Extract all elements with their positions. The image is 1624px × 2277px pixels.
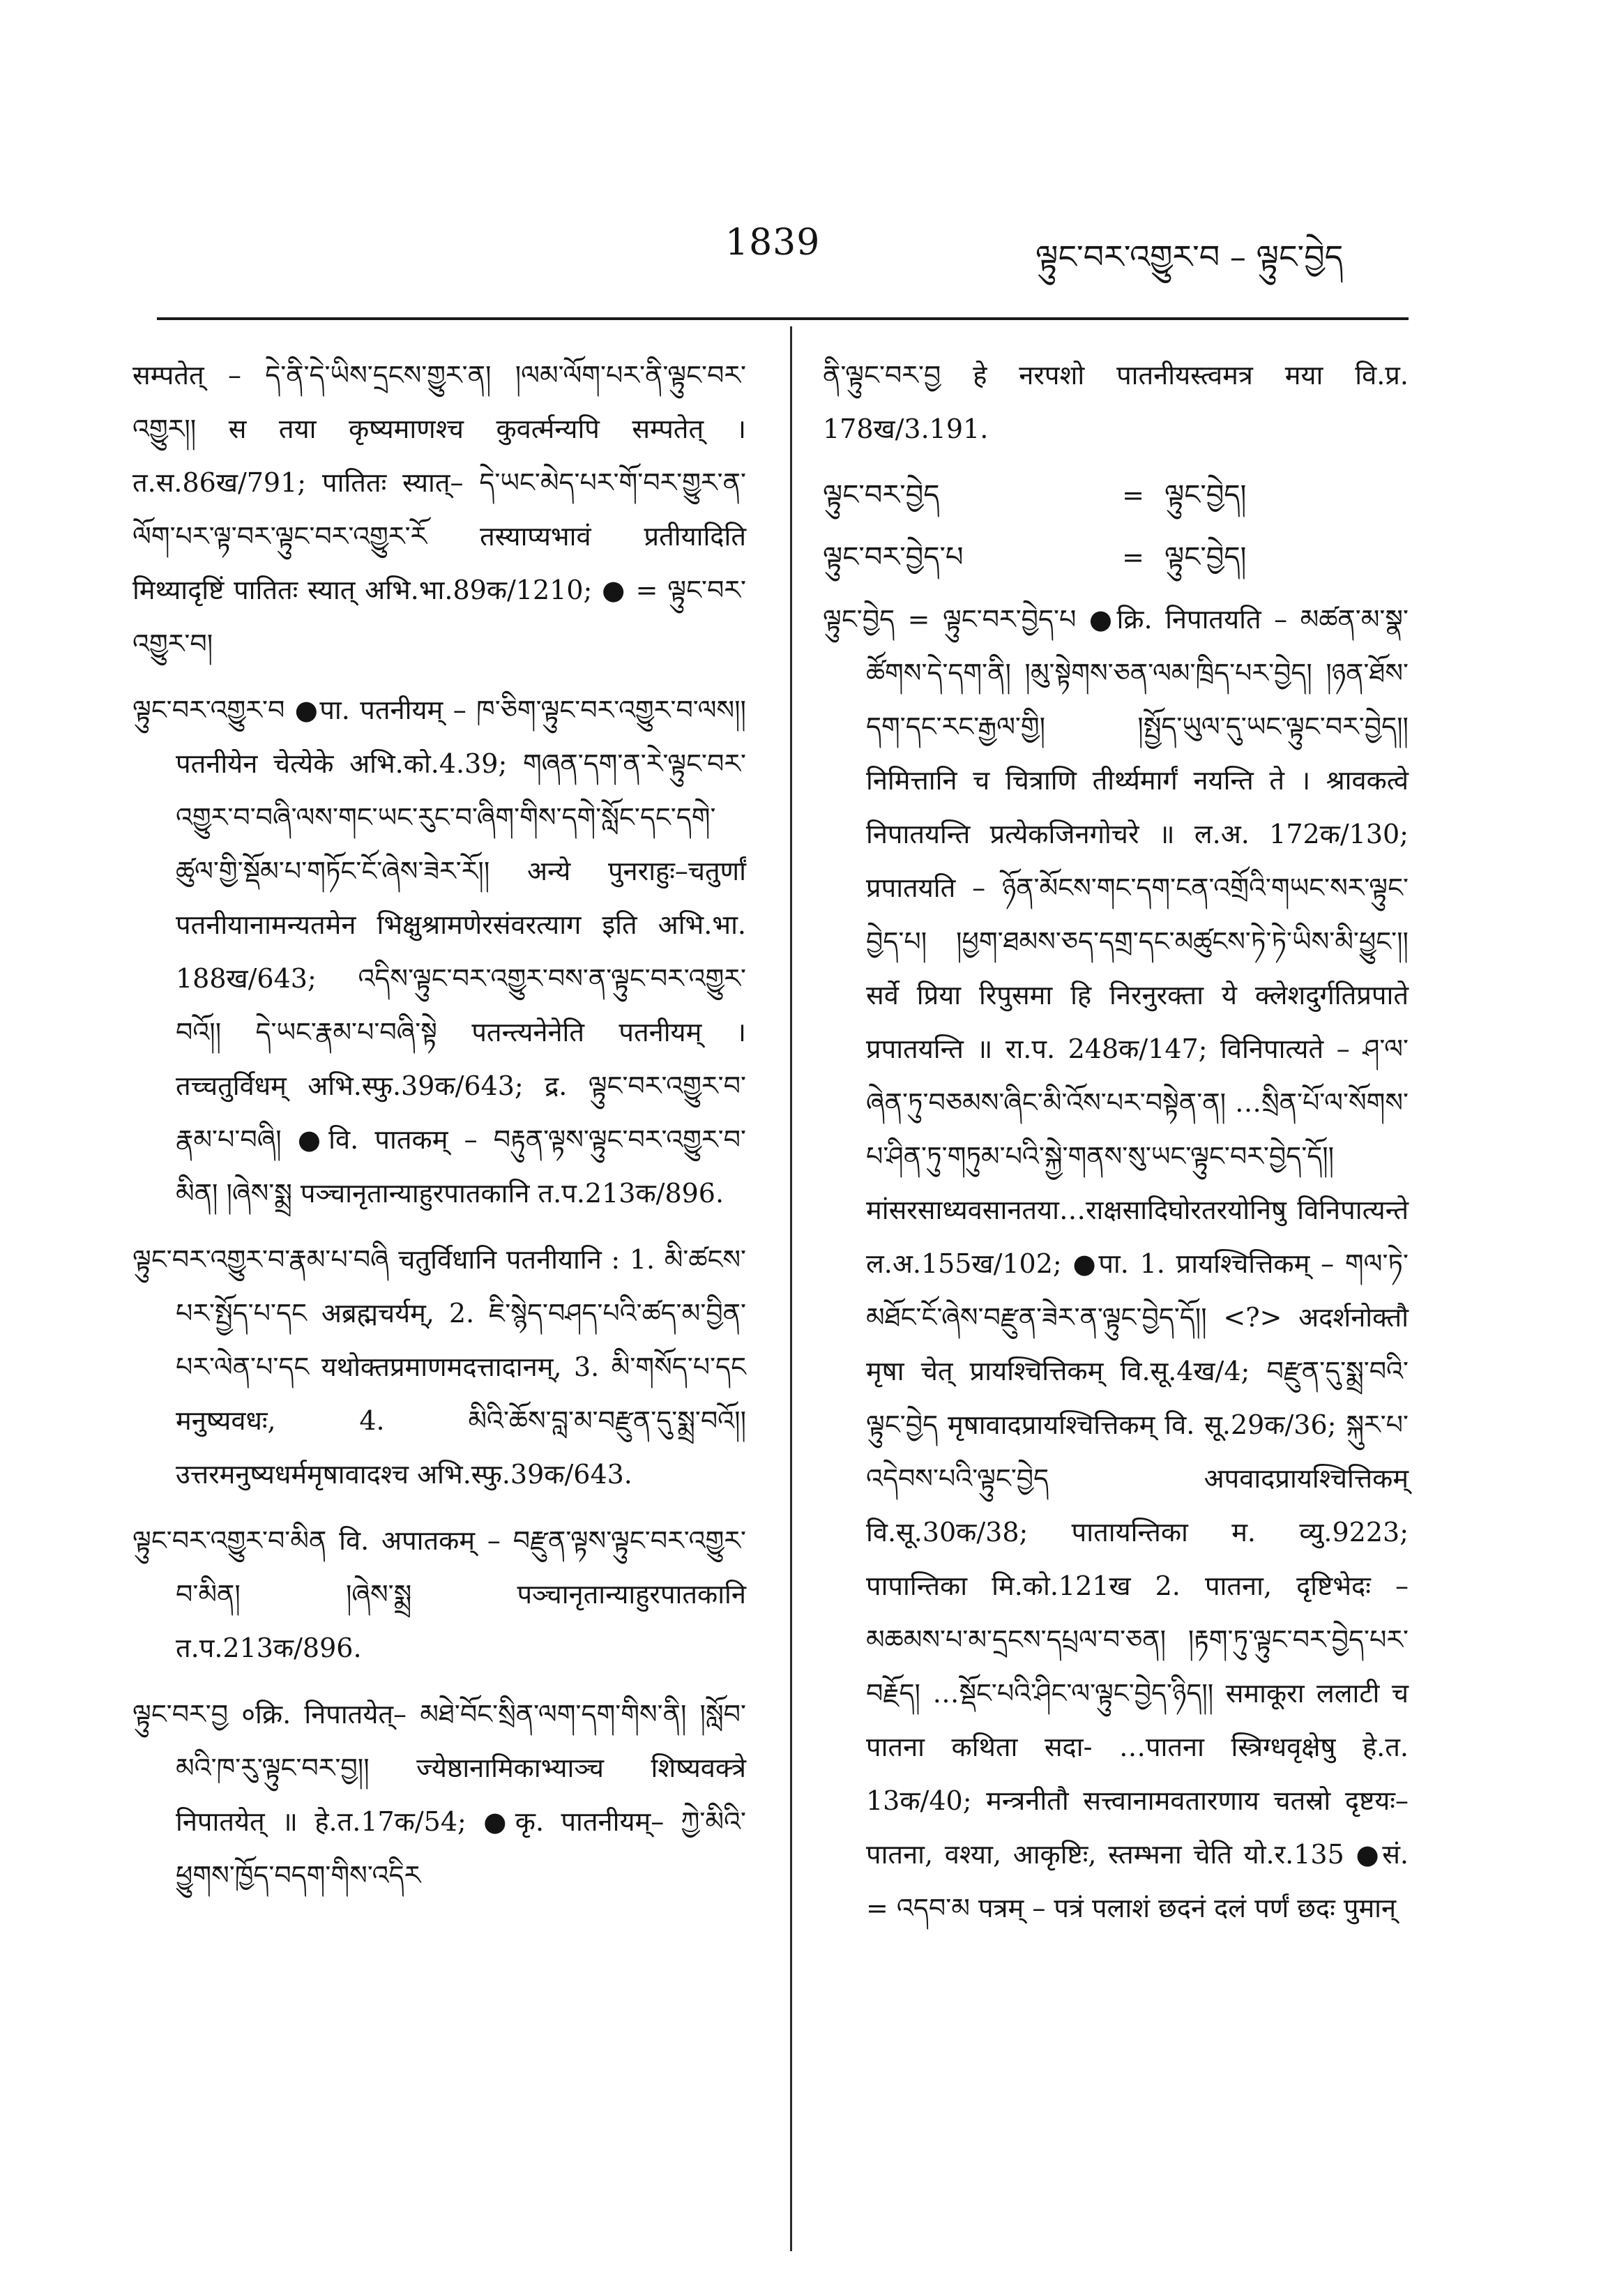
left-column (132, 349, 746, 1915)
dictionary-entry: सम्पतेत् – དེ་ནི་དེ་ཡིས་དྲངས་གྱུར་ན། །ལམ་ལོག་པར་ནི་ལྟུང་བར་འགྱུར།། स तया कृष्यमाणश्च कुवर्त्मन्यपि सम्पतेत् । त.स.86ख/791; पातितः स्यात्– དེ་ཡང་མེད་པར་གོ་བར་གྱུར་ན་ལོག་པར་ལྟ་བར་ལྟུང་བར་འགྱུར་རོ तस्याप्यभावं प्रतीयादिति मिथ्यादृष्टिं पातितः स्यात् अभि.भा.89क/1210; ● = ལྟུང་བར་འགྱུར་བ། (132, 360, 746, 659)
equivalence-value: ལྟུང་བྱེད། (1164, 541, 1247, 573)
page-number: 1839 (725, 222, 821, 264)
equivalence-headword: ལྟུང་བར་བྱེད (823, 479, 940, 511)
dictionary-entry: ལྟུང་བར་བྱ ०क्रि. निपातयेत्– མཐེ་བོང་སྲིན་ལག་དག་གིས་ནི། །སློབ་མའི་ཁ་རུ་ལྟུང་བར་བྱ།། ज्येष्ठानामिकाभ्याञ्च शिष्यवक्त्रे निपातयेत् ॥ हे.त.17क/54; ●कृ. पातनीयम्– ཀྱེ་མིའི་ཕྱུགས་ཁྱོད་བདག་གིས་འདིར (132, 1699, 746, 1891)
column-divider (790, 326, 792, 2251)
equivalence-headword: ལྟུང་བར་བྱེད་པ (823, 541, 964, 573)
equivalence-row (823, 469, 1409, 522)
header-rule (157, 317, 1409, 320)
equals-sign: = (1122, 542, 1144, 573)
dictionary-entry: ལྟུང་བར་འགྱུར་བ ●पा. पतनीयम् – ཁ་ཅིག་ལྟུང་བར་འགྱུར་བ་ལས།། पतनीयेन चेत्येके अभि.को.4.39; གཞན་དག་ན་རེ་ལྟུང་བར་འགྱུར་བ་བཞི་ལས་གང་ཡང་རུང་བ་ཞིག་གིས་དགེ་སློང་དང་དགེ་ཚུལ་གྱི་སྡོམ་པ་གཏོང་ངོ་ཞེས་ཟེར་རོ།། अन्ये पुनराहुः–चतुर्णां पतनीयानामन्यतमेन भिक्षुश्रामणेरसंवरत्याग इति अभि.भा. 188ख/643; འདིས་ལྟུང་བར་འགྱུར་བས་ན་ལྟུང་བར་འགྱུར་བའོ།། དེ་ཡང་རྣམ་པ་བཞི་སྟེ पतन्त्यनेनेति पतनीयम् । तच्चतुर्विधम् अभि.स्फु.39क/643; द्र. ལྟུང་བར་འགྱུར་བ་རྣམ་པ་བཞི། ●वि. पातकम् – བརྟུན་ལྟས་ལྟུང་བར་འགྱུར་བ་མིན། །ཞེས་སྨྲ पञ्चानृतान्याहुरपातकानि त.प.213क/896. (132, 695, 746, 1209)
dictionary-entry: ལྟུང་བར་འགྱུར་བ་རྣམ་པ་བཞི चतुर्विधानि पतनीयानि : 1. མི་ཚངས་པར་སྤྱོད་པ་དང अब्रह्मचर्यम्, 2. ཇི་སྙེད་བཤད་པའི་ཚད་མ་བྱིན་པར་ལེན་པ་དང यथोक्तप्रमाणमदत्तादानम्, 3. མི་གསོད་པ་དང मनुष्यवधः, 4. མིའི་ཆོས་བླ་མ་བརྫུན་དུ་སྨྲ་བའོ།། उत्तरमनुष्यधर्ममृषावादश्च अभि.स्फु.39क/643. (132, 1244, 746, 1490)
equivalence-value: ལྟུང་བྱེད། (1164, 479, 1247, 511)
dictionary-entry: ལྟུང་བར་འགྱུར་བ་མིན वि. अपातकम् – བརྫུན་ལྟས་ལྟུང་བར་འགྱུར་བ་མིན། །ཞེས་སྨྲ पञ्चानृतान्याहुरपातकानि त.प.213क/896. (132, 1525, 746, 1663)
equivalence-row (823, 531, 1409, 584)
running-head: ལྟུང་བར་འགྱུར་བ – ལྟུང་བྱེད (1035, 238, 1344, 275)
dictionary-entry: ལྟུང་བྱེད = ལྟུང་བར་བྱེད་པ ●क्रि. निपातयति – མཚན་མ་སྣ་ཚོགས་དེ་དག་ནི། །མུ་སྟེགས་ཅན་ལམ་ཁྲིད་པར་བྱེད། །ཉན་ཐོས་དག་དང་རང་རྒྱལ་གྱི། །སྤྱོད་ཡུལ་དུ་ཡང་ལྟུང་བར་བྱེད།། निमित्तानि च चित्राणि तीर्थ्यमार्गं नयन्ति ते । श्रावकत्वे निपातयन्ति प्रत्येकजिनगोचरे ॥ ल.अ. 172क/130; प्रपातयति – ཉོན་མོངས་གང་དག་ངན་འགྲོའི་གཡང་སར་ལྟུང་བྱེད་པ། །ཕྱག་ཐམས་ཅད་དགྲ་དང་མཚུངས་ཏེ་ཏེ་ཡིས་མི་ཕྱུང་།། सर्वे प्रिया रिपुसमा हि निरनुरक्ता ये क्लेशदुर्गतिप्रपाते प्रपातयन्ति ॥ रा.प. 248क/147; विनिपात्यते – ཤ་ལ་ཞེན་ཏུ་བཅམས་ཞིང་མི་འོས་པར་བསྟེན་ན། …སྲིན་པོ་ལ་སོགས་པ་ཤིན་ཏུ་གཏུམ་པའི་སྐྱེ་གནས་སུ་ཡང་ལྟུང་བར་བྱེད་དོ།། मांसरसाध्यवसानतया…राक्षसादिघोरतरयोनिषु विनिपात्यन्ते ल.अ.155ख/102; ●पा. 1. प्रायश्चित्तिकम् – གལ་ཏེ་མཐོང་ངོ་ཞེས་བརྫུན་ཟེར་ན་ལྟུང་བྱེད་དོ།། <?> अदर्शनोक्तौ मृषा चेत् प्रायश्चित्तिकम् वि.सू.4ख/4; བརྫུན་དུ་སྨྲ་བའི་ལྟུང་བྱེད मृषावादप्रायश्चित्तिकम् वि. सू.29क/36; སྐུར་པ་འདེབས་པའི་ལྟུང་བྱེད अपवादप्रायश्चित्तिकम् वि.सू.30क/38; पातायन्तिका म. व्यु.9223; पापान्तिका मि.को.121ख 2. पातना, दृष्टिभेदः – མཆམས་པ་མ་དྲངས་དཔྲལ་བ་ཅན། །རྟག་ཏུ་ལྟུང་བར་བྱེད་པར་བརྗོད། …སྡོང་པའི་ཤིང་ལ་ལྟུང་བྱེད་ཉིད།། समाकूरा ललाटी च पातना कथिता सदा- …पातना स्त्रिग्धवृक्षेषु हे.त. 13क/40; मन्त्रनीतौ सत्त्वानामवतारणाय चतस्रो दृष्टयः–पातना, वश्या, आकृष्टिः, स्तम्भना चेति यो.र.135 ●सं. = འདབ་མ पत्रम् – पत्रं पलाशं छदनं दलं पर्णं छदः पुमान् (823, 604, 1409, 1923)
equals-sign: = (1122, 480, 1144, 510)
dictionary-entry: ནི་ལྟུང་བར་བྱ हे नरपशो पातनीयस्त्वमत्र मया वि.प्र. 178ख/3.191. (823, 360, 1409, 444)
right-column (823, 349, 1409, 1948)
